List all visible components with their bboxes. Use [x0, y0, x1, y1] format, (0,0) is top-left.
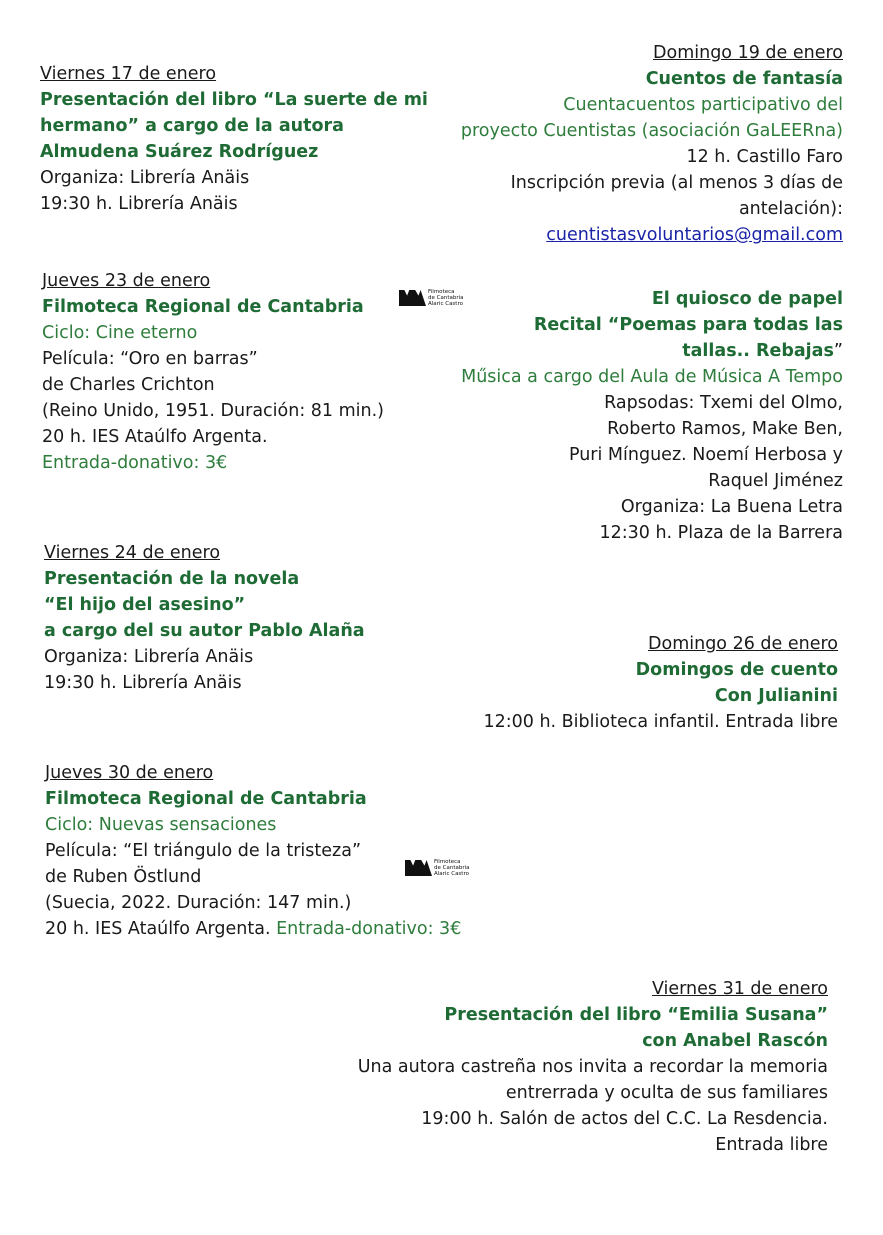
event-description: proyecto Cuentistas (asociación GaLEERna): [460, 121, 843, 141]
event-detail: Roberto Ramos, Make Ben,: [607, 419, 843, 439]
filmoteca-logo-icon: [399, 289, 464, 307]
event-time-venue: 12:30 h. Plaza de la Barrera: [599, 523, 843, 543]
event-time-venue: 19:30 h. Librería Anäis: [44, 673, 242, 693]
event-date: Viernes 24 de enero: [44, 543, 221, 563]
event-description: entrerrada y oculta de sus familiares: [505, 1083, 828, 1103]
event-date: Domingo 19 de enero: [653, 43, 843, 63]
event-detail: de Ruben Östlund: [45, 867, 202, 887]
event-cycle: Ciclo: Nuevas sensaciones: [45, 815, 277, 835]
event-jan-17: [40, 61, 428, 217]
event-title-line: Presentación del libro “Emilia Susana”: [444, 1005, 828, 1025]
event-title-line: Recital “Poemas para todas las: [533, 315, 843, 335]
event-cycle: Ciclo: Cine eterno: [42, 323, 198, 343]
event-jan-31: [358, 976, 828, 1158]
event-music: Műsica a cargo del Aula de Música A Tempo: [461, 367, 843, 387]
event-detail: Puri Mínguez. Noemí Herbosa y: [568, 445, 843, 465]
event-description: Una autora castreña nos invita a recordar la memoria: [357, 1057, 828, 1077]
event-time-venue: 19:00 h. Salón de actos del C.C. La Resdencia.: [421, 1109, 828, 1129]
event-title: Filmoteca Regional de Cantabria: [45, 789, 367, 809]
event-title-line: Con Julianini: [714, 686, 838, 706]
event-title-line: Presentación del libro “La suerte de mi: [40, 90, 428, 110]
event-date: Domingo 26 de enero: [648, 634, 838, 654]
event-detail: Rapsodas: Txemi del Olmo,: [604, 393, 843, 413]
event-detail: Inscripción previa (al menos 3 días de: [510, 173, 843, 193]
filmoteca-logo-text: Filmoteca de Cantabria Alaric Castro: [434, 859, 470, 877]
event-time-venue: 12 h. Castillo Faro: [686, 147, 843, 167]
event-title-line: El quiosco de papel: [651, 289, 843, 309]
email-link[interactable]: cuentistasvoluntarios@gmail.com: [546, 225, 843, 245]
event-detail: Película: “El triángulo de la tristeza”: [45, 841, 362, 861]
event-title-quote: ”: [833, 341, 843, 361]
event-organizer: Organiza: La Buena Letra: [620, 497, 843, 517]
event-entry: Entrada libre: [715, 1135, 828, 1155]
event-date: Jueves 30 de enero: [45, 763, 214, 783]
filmoteca-logo-icon: [405, 859, 470, 877]
event-quiosco: [461, 286, 843, 546]
event-jan-19: [461, 40, 843, 248]
event-title-line: hermano” a cargo de la autora: [40, 116, 344, 136]
event-detail: antelación):: [738, 199, 843, 219]
event-detail: Película: “Oro en barras”: [42, 349, 258, 369]
event-title-line: “El hijo del asesino”: [44, 595, 246, 615]
event-date: Jueves 23 de enero: [42, 271, 211, 291]
event-entry: Entrada-donativo: 3€: [276, 919, 462, 939]
event-date: Viernes 31 de enero: [651, 979, 828, 999]
event-entry: Entrada-donativo: 3€: [42, 453, 228, 473]
event-venue-line: [45, 916, 461, 942]
event-title-line: a cargo del su autor Pablo Alaña: [44, 621, 365, 641]
event-detail: de Charles Crichton: [42, 375, 215, 395]
event-jan-23: [42, 268, 384, 476]
event-organizer: Organiza: Librería Anäis: [40, 168, 250, 188]
event-time-venue: 12:00 h. Biblioteca infantil. Entrada libre: [483, 712, 838, 732]
event-date: Viernes 17 de enero: [40, 64, 217, 84]
filmoteca-logo-text: Filmoteca de Cantabria Alaric Castro: [428, 289, 464, 307]
filmoteca-mark-icon: [399, 290, 426, 306]
event-title-line: Presentación de la novela: [44, 569, 300, 589]
event-title-line: Domingos de cuento: [635, 660, 838, 680]
event-title-line: con Anabel Rascón: [642, 1031, 828, 1051]
event-title-line: tallas.. Rebajas: [682, 341, 834, 361]
event-detail: (Reino Unido, 1951. Duración: 81 min.): [42, 401, 385, 421]
event-jan-24: [44, 540, 365, 696]
event-time-venue: 20 h. IES Ataúlfo Argenta.: [45, 919, 277, 939]
event-jan-26: [483, 631, 838, 735]
event-time-venue: 20 h. IES Ataúlfo Argenta.: [42, 427, 268, 447]
event-detail: Raquel Jiménez: [708, 471, 843, 491]
event-title: Filmoteca Regional de Cantabria: [42, 297, 364, 317]
filmoteca-mark-icon: [405, 860, 432, 876]
event-jan-30: [45, 760, 461, 942]
event-title-line-wrap: [461, 338, 843, 364]
event-detail: (Suecia, 2022. Duración: 147 min.): [45, 893, 352, 913]
event-description: Cuentacuentos participativo del: [563, 95, 843, 115]
event-title: Cuentos de fantasía: [645, 69, 843, 89]
event-title-line: Almudena Suárez Rodríguez: [40, 142, 319, 162]
event-organizer: Organiza: Librería Anäis: [44, 647, 254, 667]
event-time-venue: 19:30 h. Librería Anäis: [40, 194, 238, 214]
